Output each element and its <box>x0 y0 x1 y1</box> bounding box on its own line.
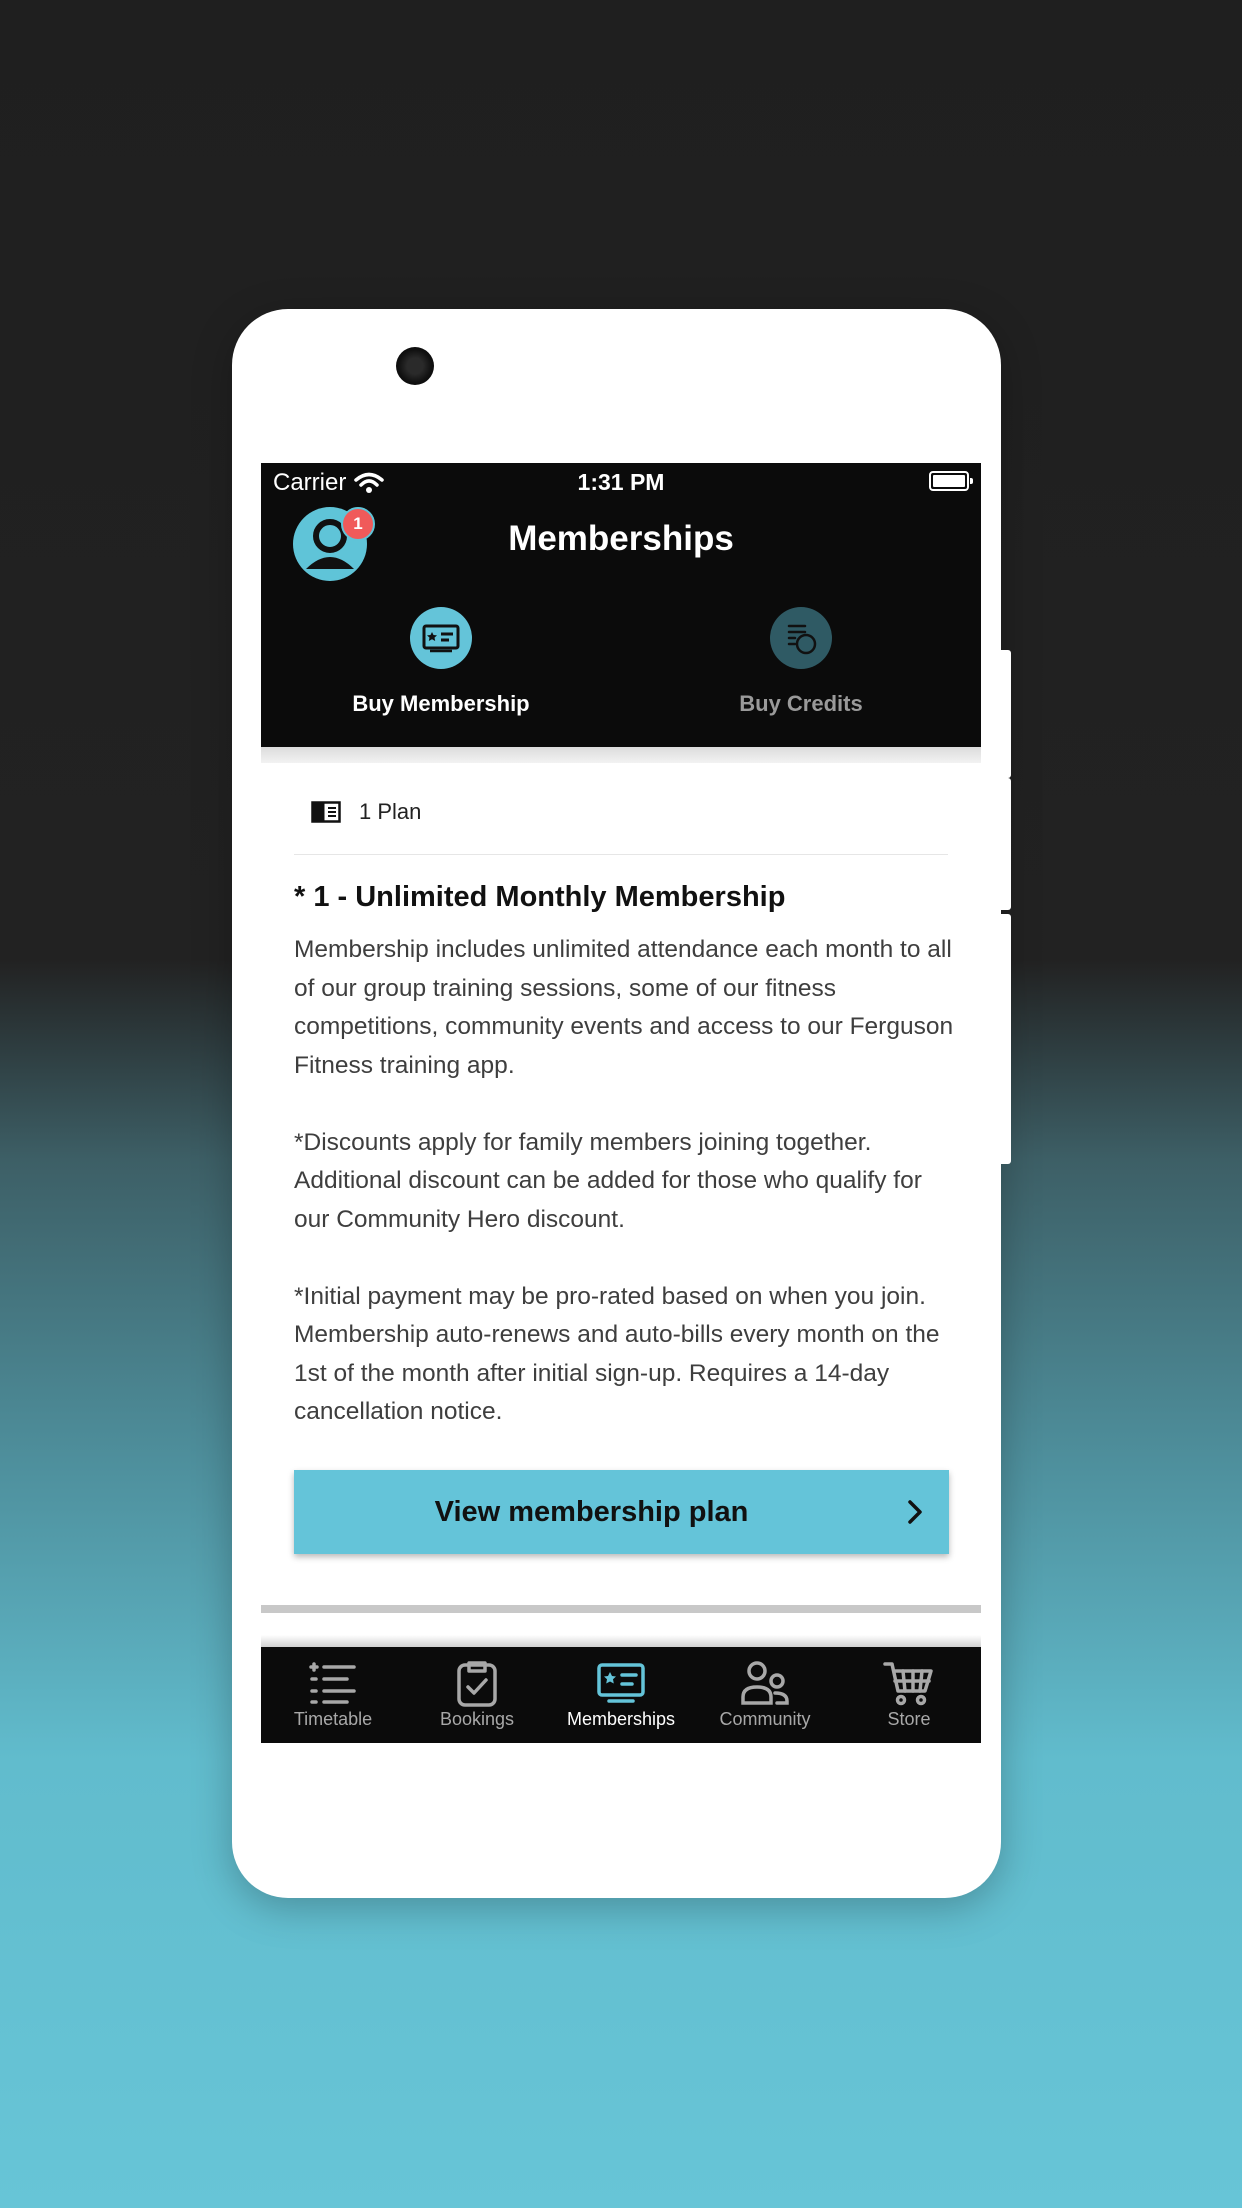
chevron-right-icon <box>907 1499 923 1525</box>
tab-label: Community <box>719 1709 811 1729</box>
plan-title: * 1 - Unlimited Monthly Membership <box>294 881 786 913</box>
tab-memberships[interactable] <box>549 1647 693 1743</box>
side-button-top <box>1001 650 1011 778</box>
tab-label: Timetable <box>293 1709 373 1729</box>
credits-coins-icon <box>770 607 832 669</box>
tab-label: Store <box>887 1709 931 1729</box>
header-shadow <box>261 747 981 763</box>
tab-label: Buy Credits <box>739 691 863 716</box>
divider <box>294 854 948 855</box>
view-membership-plan-label: View membership plan <box>434 1496 749 1528</box>
side-button-bottom <box>1001 914 1011 1164</box>
plan-description <box>294 931 954 1470</box>
view-membership-plan-button[interactable] <box>294 1470 949 1554</box>
app-screen <box>261 463 981 1743</box>
tab-label: Buy Membership <box>352 691 530 716</box>
list-icon <box>307 1659 359 1707</box>
carrier-label: Carrier <box>273 469 347 496</box>
plan-description-paragraph: *Initial payment may be pro-rated based on when you join. Membership auto-renews and auto-bills every month on the 1st of the month after initial sign-up. Requires a 14-day cancellation notice. <box>294 1282 940 1425</box>
plan-description-paragraph: Membership includes unlimited attendance each month to all of our group training sessions, some of our fitness competitions, community events and access to our Ferguson Fitness training app. <box>294 936 954 1079</box>
plan-description-paragraph: *Discounts apply for family members joining together. Additional discount can be added for those who qualify for our Community Hero discount. <box>294 1128 922 1233</box>
clipboard-check-icon <box>451 1659 503 1707</box>
cart-icon <box>883 1659 935 1707</box>
battery-icon <box>929 471 969 491</box>
front-camera <box>396 347 434 385</box>
app-header <box>261 463 981 747</box>
tab-label: Memberships <box>566 1709 676 1729</box>
content-bottom-divider <box>261 1605 981 1613</box>
page-title: Memberships <box>508 519 734 558</box>
plans-count-label: 1 Plan <box>359 799 422 824</box>
membership-card-icon <box>595 1659 647 1707</box>
book-icon <box>311 801 341 823</box>
tab-timetable[interactable] <box>261 1647 405 1743</box>
tab-store[interactable] <box>837 1647 981 1743</box>
tab-buy-credits[interactable] <box>651 607 951 717</box>
bottom-tab-bar <box>261 1647 981 1743</box>
phone-frame <box>232 309 1001 1898</box>
membership-card-icon <box>410 607 472 669</box>
side-button-middle <box>1001 778 1011 910</box>
tab-buy-membership[interactable] <box>291 607 591 717</box>
plans-count-row <box>311 799 421 825</box>
status-time: 1:31 PM <box>577 469 665 495</box>
tab-bookings[interactable] <box>405 1647 549 1743</box>
notification-badge: 1 <box>341 507 375 541</box>
people-icon <box>739 1659 791 1707</box>
tab-community[interactable] <box>693 1647 837 1743</box>
tab-label: Bookings <box>439 1709 515 1729</box>
